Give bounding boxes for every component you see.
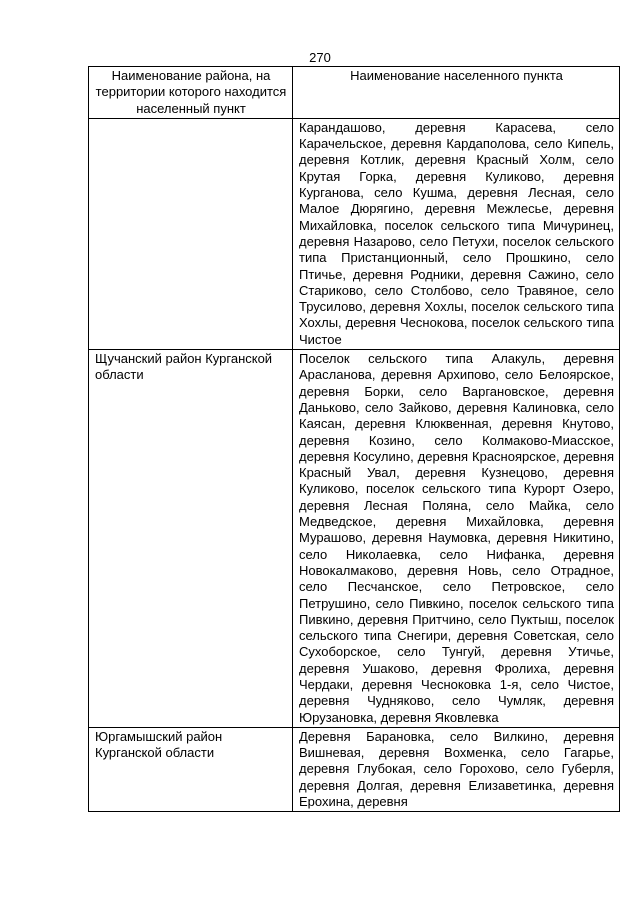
page-number: 270 xyxy=(309,50,331,65)
settlements-cell: Деревня Барановка, село Вилкино, деревня Вишневая, деревня Вохменка, село Гагарье, деревня Глубокая, село Горохово, село Губерля, деревня Долгая, деревня Елизаветинка, деревня Ерохина, деревня xyxy=(293,727,620,811)
district-cell xyxy=(89,118,293,349)
header-settlements: Наименование населенного пункта xyxy=(293,67,620,119)
district-cell: Щучанский район Курганской области xyxy=(89,350,293,728)
district-cell: Юргамышский район Курганской области xyxy=(89,727,293,811)
table-row xyxy=(89,350,620,728)
settlements-table xyxy=(88,66,620,812)
header-district: Наименование района, на территории которого находится населенный пункт xyxy=(89,67,293,119)
settlements-cell: Карандашово, деревня Карасева, село Карачельское, деревня Кардаполова, село Кипель, деревня Котлик, деревня Красный Холм, село Крутая Горка, деревня Куликово, деревня Курганова, село Кушма, деревня Лесная, село Малое Дюрягино, деревня Межлесье, деревня Михайловка, поселок сельского типа Мичуринец, деревня Назарово, село Петухи, поселок сельского типа Пристанционный, село Прошкино, село Птичье, деревня Родники, деревня Сажино, село Стариково, село Столбово, село Травяное, село Трусилово, деревня Хохлы, поселок сельского типа Хохлы, деревня Чеснокова, поселок сельского типа Чистое xyxy=(293,118,620,349)
table-header xyxy=(89,67,620,119)
settlements-cell: Поселок сельского типа Алакуль, деревня Арасланова, деревня Архипово, село Белоярское, деревня Борки, село Варгановское, деревня Даньково, село Зайково, деревня Калиновка, село Каясан, деревня Клюквенная, деревня Кнутово, деревня Козино, село Колмаково-Миасское, деревня Косулино, деревня Красноярское, деревня Красный Увал, деревня Кузнецово, деревня Куликово, поселок сельского типа Курорт Озеро, деревня Лесная Поляна, село Майка, село Медведское, деревня Михайловка, деревня Мурашово, деревня Наумовка, деревня Никитино, село Николаевка, село Нифанка, деревня Новокалмаково, деревня Новь, село Отрадное, село Песчанское, село Петровское, село Петрушино, село Пивкино, поселок сельского типа Пивкино, деревня Притчино, село Пуктыш, поселок сельского типа Снегири, деревня Советская, село Сухоборское, село Тунгуй, деревня Утичье, деревня Ушаково, деревня Фролиха, деревня Чердаки, деревня Чесноковка 1-я, село Чистое, деревня Чудняково, село Чумляк, деревня Юрузановка, деревня Яковлевка xyxy=(293,350,620,728)
table-row xyxy=(89,727,620,811)
table-row xyxy=(89,118,620,349)
header-row xyxy=(89,67,620,119)
